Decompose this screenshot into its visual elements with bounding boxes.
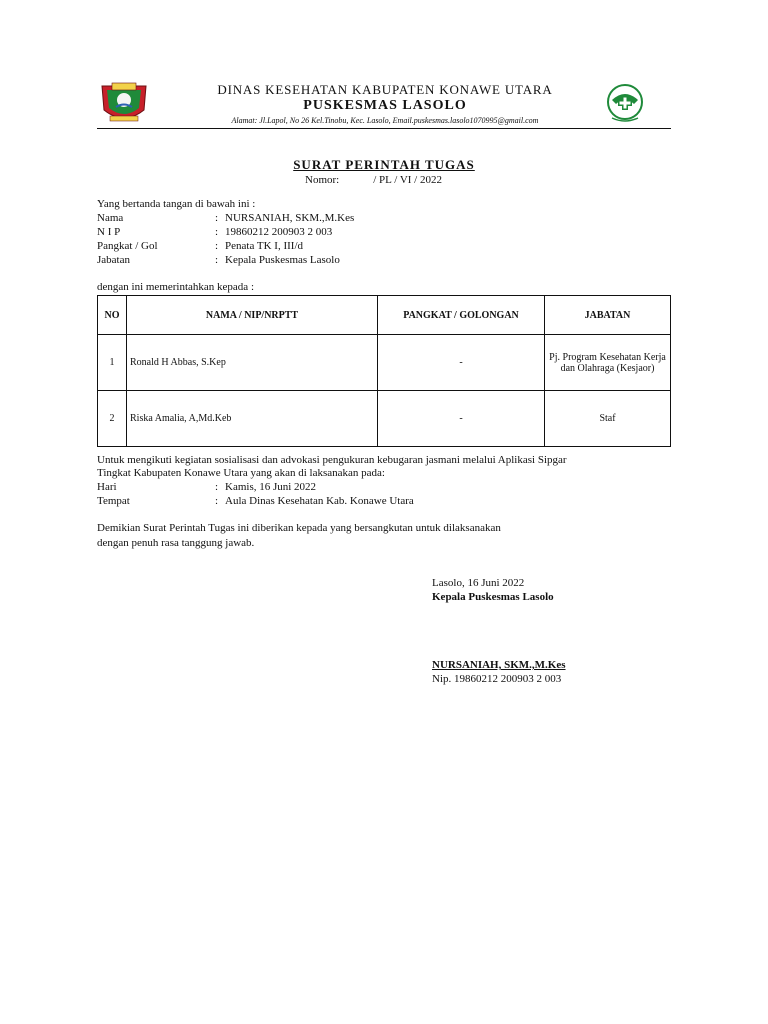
bakti-husada-emblem-icon [600, 82, 650, 126]
assignee-table [97, 295, 671, 447]
colon: : [215, 495, 219, 507]
event-row [97, 481, 316, 493]
col-header-pangkat: PANGKAT / GOLONGAN [378, 296, 545, 335]
header-divider [97, 128, 671, 129]
purpose-text-line2: Tingkat Kabupaten Konawe Utara yang akan di laksanakan pada: [97, 467, 385, 479]
colon: : [215, 481, 219, 493]
document-title: SURAT PERINTAH TUGAS [293, 157, 475, 172]
event-label: Hari [97, 481, 117, 493]
konawe-utara-emblem-icon [98, 80, 150, 126]
signer-row [97, 226, 332, 238]
cell-no: 1 [98, 335, 127, 391]
signer-label: Nama [97, 212, 124, 224]
cell-pangkat: - [378, 391, 545, 447]
order-intro: dengan ini memerintahkan kepada : [97, 281, 254, 293]
cell-pangkat: - [378, 335, 545, 391]
cell-jabatan: Pj. Program Kesehatan Kerja dan Olahraga (Kesjaor) [545, 335, 671, 391]
signer-value: Penata TK I, III/d [225, 240, 303, 252]
signer-row [97, 212, 354, 224]
col-header-nama: NAMA / NIP/NRPTT [127, 296, 378, 335]
place-date: Lasolo, 16 Juni 2022 [432, 577, 525, 589]
cell-no: 2 [98, 391, 127, 447]
purpose-text-line1: Untuk mengikuti kegiatan sosialisasi dan advokasi pengukuran kebugaran jasmani melalui Aplikasi Sipgar [97, 454, 567, 466]
institution-name: PUSKESMAS LASOLO [303, 98, 467, 113]
table-row [98, 335, 671, 391]
signer-row [97, 240, 303, 252]
colon: : [215, 254, 219, 266]
closing-text-line2: dengan penuh rasa tanggung jawab. [97, 537, 255, 549]
cell-nama: Riska Amalia, A,Md.Keb [127, 391, 378, 447]
event-value: Kamis, 16 Juni 2022 [225, 481, 317, 493]
signatory-nip: Nip. 19860212 200903 2 003 [432, 673, 562, 685]
table-header-row [98, 296, 671, 335]
signer-value: NURSANIAH, SKM.,M.Kes [225, 212, 355, 224]
nomor-label: Nomor: [305, 174, 340, 186]
col-header-jabatan: JABATAN [545, 296, 671, 335]
nomor-value: / PL / VI / 2022 [373, 174, 442, 186]
signatory-title: Kepala Puskesmas Lasolo [432, 591, 554, 603]
document-number [305, 174, 442, 186]
event-value: Aula Dinas Kesehatan Kab. Konawe Utara [225, 495, 414, 507]
signer-label: N I P [97, 226, 121, 238]
signer-value: 19860212 200903 2 003 [225, 226, 333, 238]
col-header-no: NO [98, 296, 127, 335]
event-row [97, 495, 414, 507]
colon: : [215, 212, 219, 224]
colon: : [215, 226, 219, 238]
signatory-name: NURSANIAH, SKM.,M.Kes [432, 659, 566, 671]
signer-value: Kepala Puskesmas Lasolo [225, 254, 340, 266]
cell-nama: Ronald H Abbas, S.Kep [127, 335, 378, 391]
signer-label: Pangkat / Gol [97, 240, 158, 252]
signer-label: Jabatan [97, 254, 130, 266]
institution-address: Alamat: Jl.Lapol, No 26 Kel.Tinobu, Kec. Lasolo, Email.puskesmas.lasolo1070995@gmail.com [231, 116, 539, 125]
cell-jabatan: Staf [545, 391, 671, 447]
colon: : [215, 240, 219, 252]
closing-text-line1: Demikian Surat Perintah Tugas ini diberikan kepada yang bersangkutan untuk dilaksanakan [97, 522, 501, 534]
intro-text: Yang bertanda tangan di bawah ini : [97, 198, 256, 210]
signer-row [97, 254, 340, 266]
event-label: Tempat [97, 495, 130, 507]
agency-name: DINAS KESEHATAN KABUPATEN KONAWE UTARA [217, 82, 553, 97]
table-row [98, 391, 671, 447]
